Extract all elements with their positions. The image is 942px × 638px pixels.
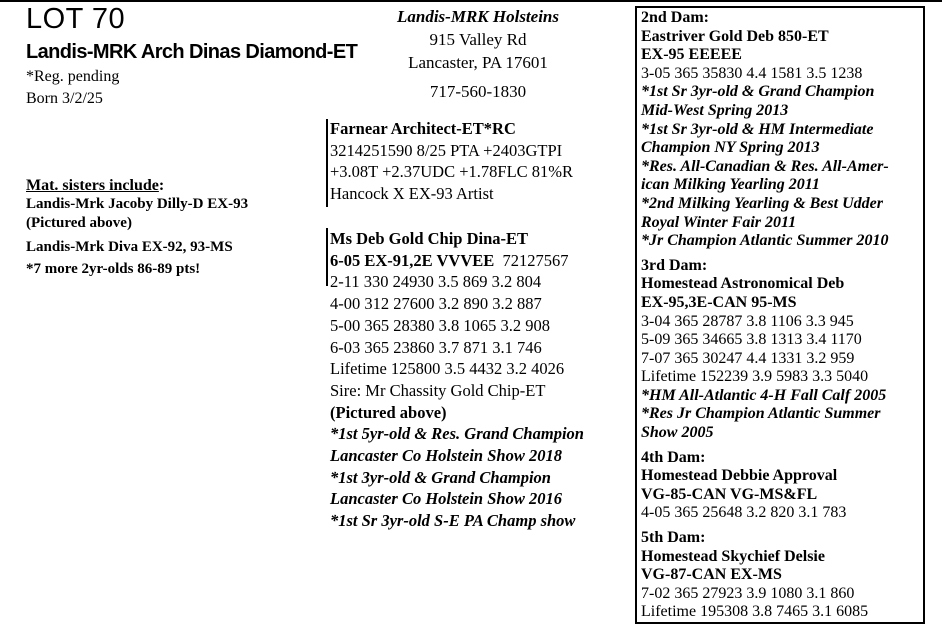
third-dam (641, 257, 889, 443)
dam-name: Homestead Debbie Approval (641, 467, 838, 485)
dam-honor: *1st Sr 3yr-old & Grand Champion (641, 83, 875, 101)
dam-honor: *2nd Milking Yearling & Best Udder (641, 194, 883, 212)
animal-name: Landis-MRK Arch Dinas Diamond-ET (26, 41, 358, 63)
sire-line: 3214251590 8/25 PTA +2403GTPI (330, 140, 563, 160)
sister-line: Landis-Mrk Jacoby Dilly-D EX-93 (26, 196, 249, 212)
dam-record: Lifetime 152239 3.9 5983 3.3 5040 (641, 368, 869, 386)
dam-honor: Lancaster Co Holstein Show 2018 (330, 446, 562, 466)
fourth-dam (641, 449, 889, 523)
sire-line: Hancock X EX-93 Artist (330, 184, 494, 204)
dam-record: 5-09 365 34665 3.8 1313 3.4 1170 (641, 331, 862, 349)
dam-honor: *HM All-Atlantic 4-H Fall Calf 2005 (641, 386, 887, 404)
dam-record: 3-04 365 28787 3.8 1106 3.3 945 (641, 312, 854, 330)
dam-honor: Royal Winter Fair 2011 (641, 213, 797, 231)
sister-line: Landis-Mrk Diva EX-92, 93-MS (26, 239, 233, 255)
dam-honor: ican Milking Yearling 2011 (641, 176, 820, 194)
dam-reg-number: 72127567 (502, 250, 569, 270)
sire-bracket (326, 119, 328, 207)
dam-record: 3-05 365 35830 4.4 1581 3.5 1238 (641, 64, 863, 82)
dam-honor: *1st 5yr-old & Res. Grand Champion (330, 424, 584, 444)
lot-number: LOT 70 (26, 3, 126, 35)
dam-honor: Show 2005 (641, 424, 714, 442)
consignor-city: Lancaster, PA 17601 (408, 53, 548, 72)
dam-name: Eastriver Gold Deb 850-ET (641, 27, 829, 45)
dam-honor: *Jr Champion Atlantic Summer 2010 (641, 232, 889, 250)
fifth-dam (641, 529, 889, 622)
dam-honor: Lancaster Co Holstein Show 2016 (330, 489, 562, 509)
sister-line: (Pictured above) (26, 215, 132, 231)
dam-name: Ms Deb Gold Chip Dina-ET (330, 229, 529, 248)
sisters-heading-colon: : (158, 177, 165, 194)
dam-honor: *Res Jr Champion Atlantic Summer (641, 405, 881, 423)
consignor-address: 915 Valley Rd (429, 30, 527, 49)
dam-name: Homestead Skychief Delsie (641, 547, 825, 565)
dam-score: EX-95 EEEEE (641, 46, 742, 64)
dam-honor: Champion NY Spring 2013 (641, 139, 820, 157)
maternal-sisters (26, 176, 248, 279)
birth-date: Born 3/2/25 (26, 90, 103, 107)
consignor-phone: 717-560-1830 (429, 82, 527, 101)
sire-block (330, 118, 573, 205)
top-rule (0, 0, 942, 2)
dam-sire: Sire: Mr Chassity Gold Chip-ET (330, 380, 546, 400)
sisters-heading: Mat. sisters include (26, 177, 159, 194)
dam-score: VG-87-CAN EX-MS (641, 566, 782, 584)
dam-honor: *1st 3yr-old & Grand Champion (330, 467, 551, 487)
dam-record: 2-11 330 24930 3.5 869 3.2 804 (330, 272, 542, 292)
dam-record: Lifetime 195308 3.8 7465 3.1 6085 (641, 603, 869, 621)
second-dam (641, 9, 889, 251)
dam-record: 6-03 365 23860 3.7 871 3.1 746 (330, 337, 542, 357)
dam-honor: *Res. All-Canadian & Res. All-Amer- (641, 157, 889, 175)
dam-score: EX-95,3E-CAN 95-MS (641, 293, 797, 311)
dam-honor: *1st Sr 3yr-old S-E PA Champ show (330, 511, 576, 531)
sister-line: *7 more 2yr-olds 86-89 pts! (26, 261, 201, 277)
dam-label: 4th Dam: (641, 448, 706, 466)
consignor-block (352, 5, 604, 103)
dam-bracket (326, 228, 328, 286)
dam-honor: *1st Sr 3yr-old & HM Intermediate (641, 120, 874, 138)
dam-record: 4-00 312 27600 3.2 890 3.2 887 (330, 294, 542, 314)
registration-status: *Reg. pending (26, 68, 120, 85)
dam-label: 2nd Dam: (641, 9, 710, 26)
dam-label: 3rd Dam: (641, 256, 708, 274)
dam-score: VG-85-CAN VG-MS&FL (641, 485, 818, 503)
sire-name: Farnear Architect-ET*RC (330, 119, 516, 138)
dam-record: 5-00 365 28380 3.8 1065 3.2 908 (330, 315, 550, 335)
dam-record: 4-05 365 25648 3.2 820 3.1 783 (641, 504, 847, 522)
dam-record: 7-02 365 27923 3.9 1080 3.1 860 (641, 584, 855, 602)
sire-line: +3.08T +2.37UDC +1.78FLC 81%R (330, 162, 574, 182)
dam-record: 7-07 365 30247 4.4 1331 3.2 959 (641, 349, 855, 367)
consignor-name: Landis-MRK Holsteins (396, 7, 559, 26)
dams-list (641, 9, 889, 622)
dam-label: 5th Dam: (641, 529, 706, 547)
dam-name: Homestead Astronomical Deb (641, 275, 845, 293)
dam-honor: Mid-West Spring 2013 (641, 101, 789, 119)
dam-record: Lifetime 125800 3.5 4432 3.2 4026 (330, 359, 565, 379)
dam-score: 6-05 EX-91,2E VVVEE (330, 250, 495, 270)
dam-pictured: (Pictured above) (330, 402, 447, 422)
dam-block (330, 228, 584, 532)
